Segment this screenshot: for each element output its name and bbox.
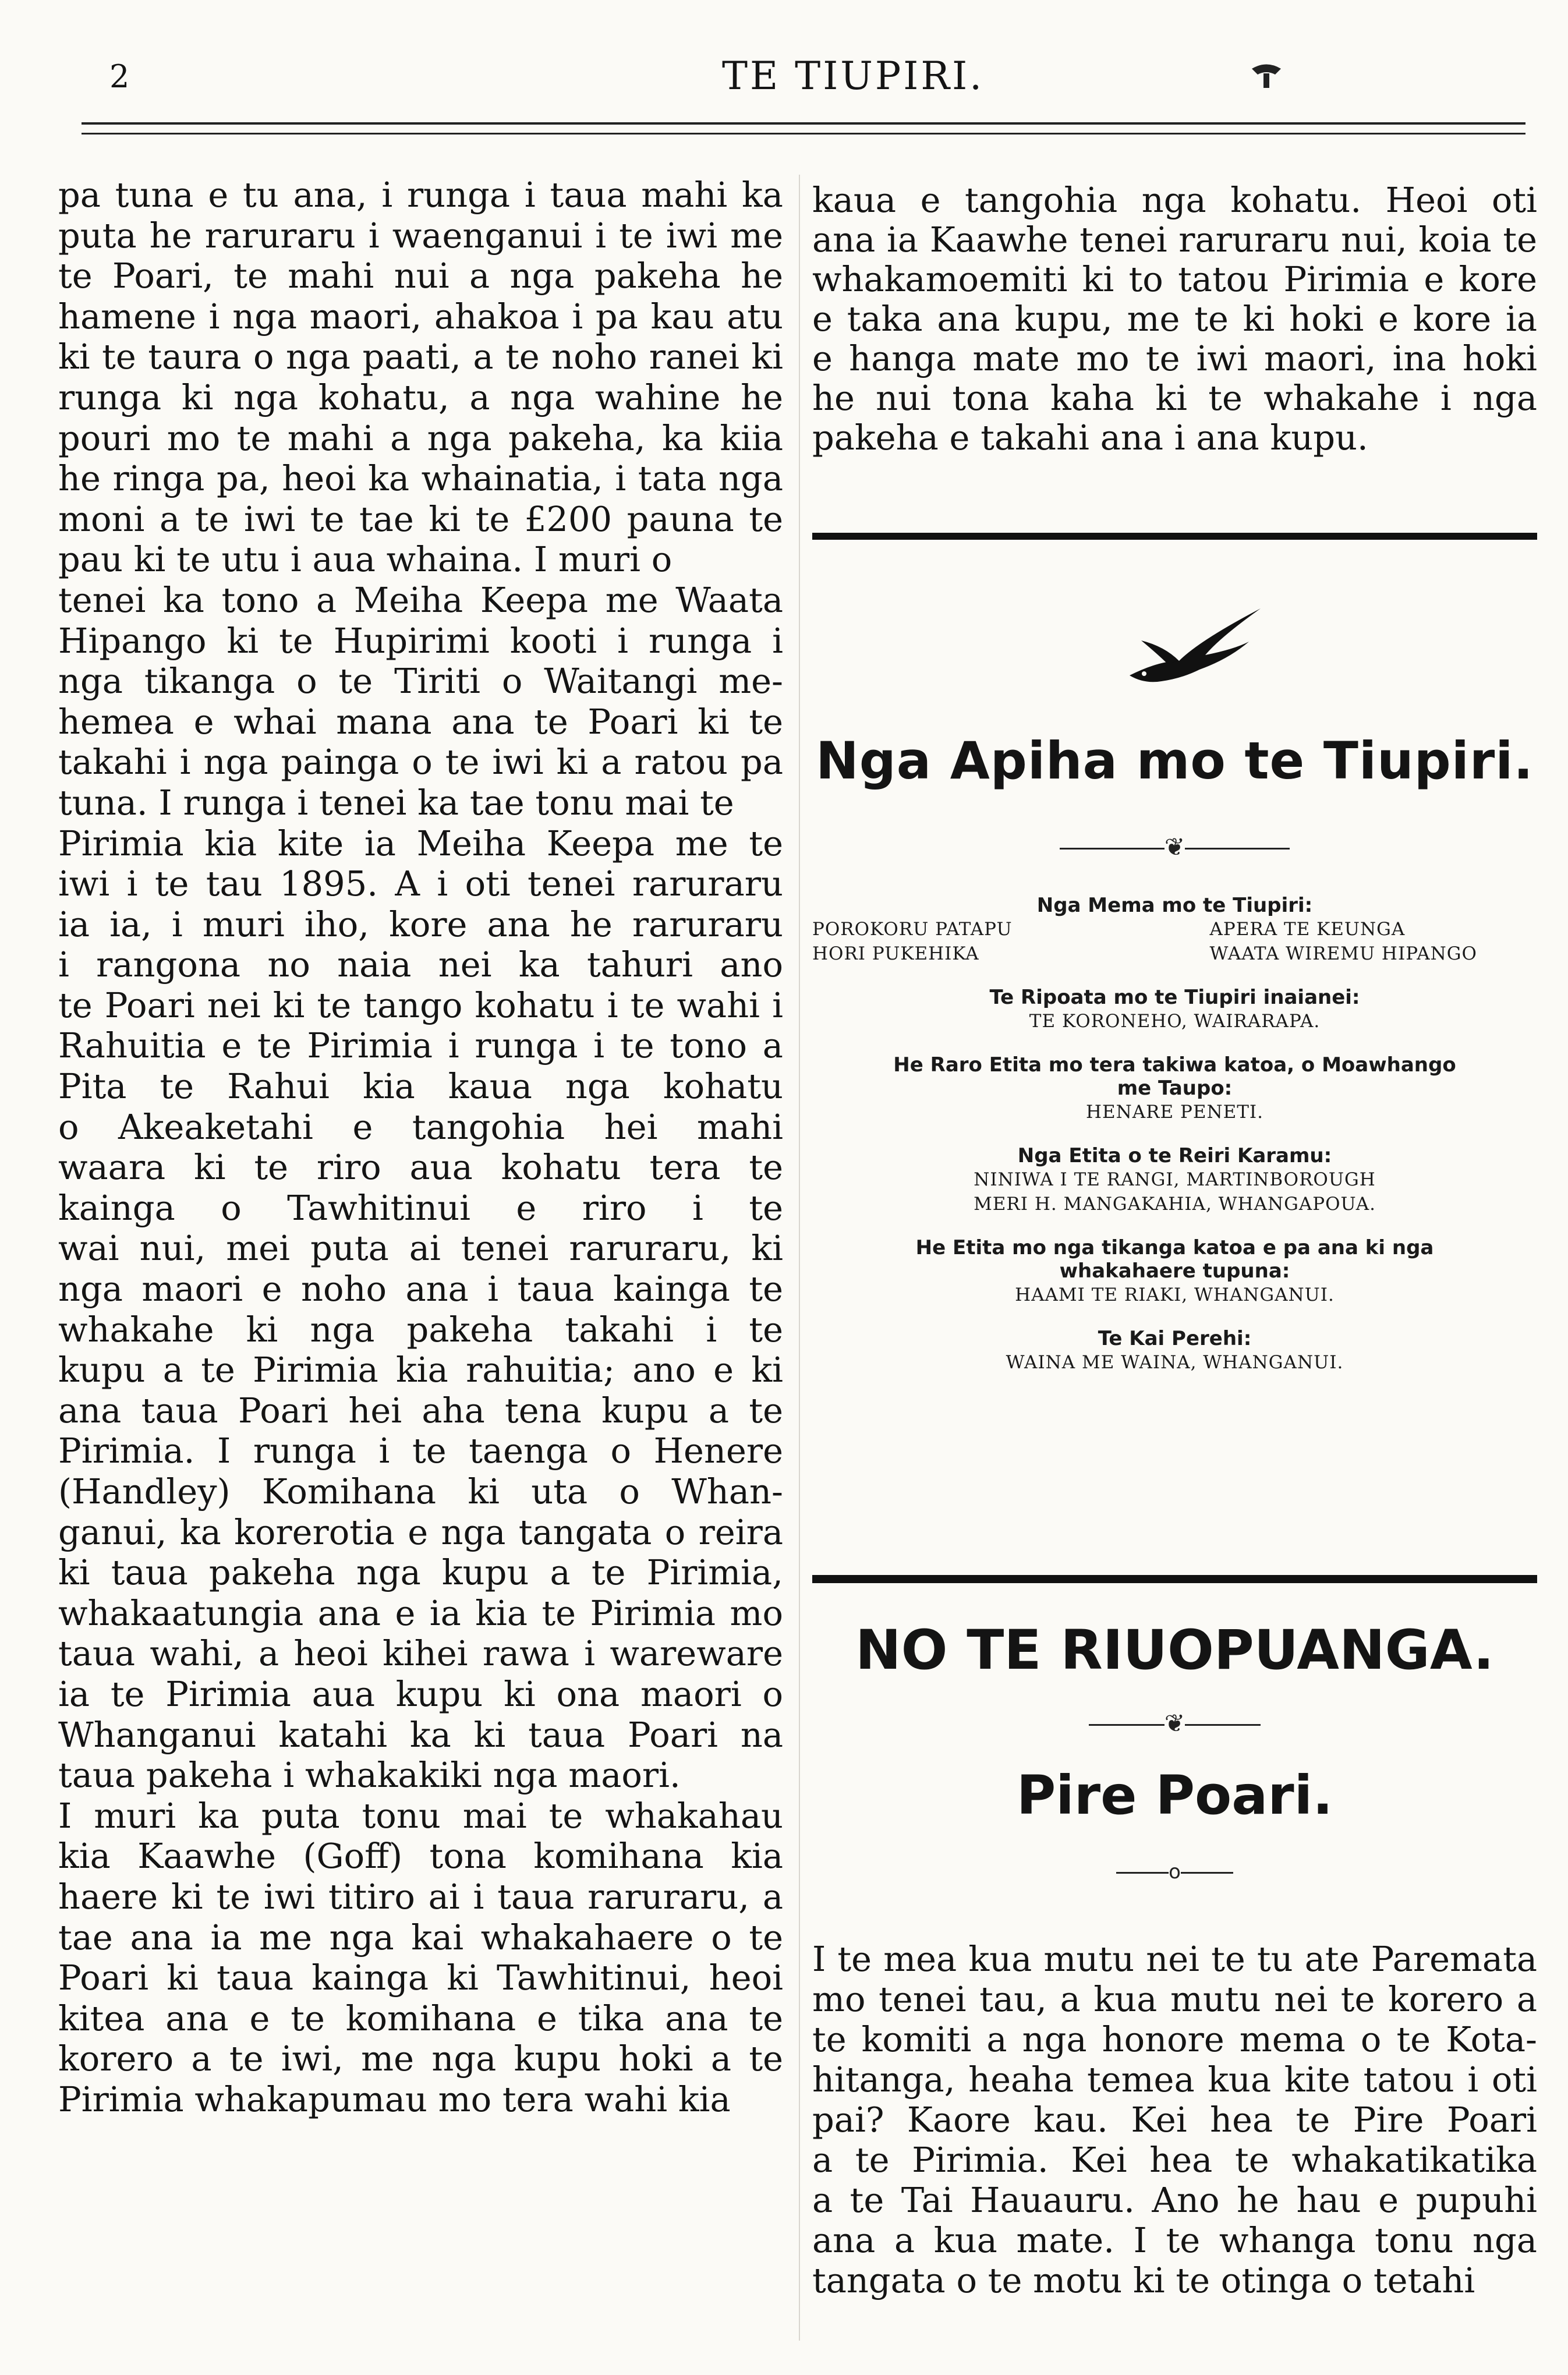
section-headline: NO TE RIUOPUANGA.	[855, 1619, 1495, 1682]
text-line: (Handley) Komihana ki uta o Whan-	[58, 1471, 783, 1512]
headline-ornament: ❦	[812, 1709, 1537, 1737]
text-line: e taka ana kupu, me te ki hoki e kore ia	[812, 299, 1537, 339]
column-divider	[799, 175, 800, 2341]
text-line: Poari ki taua kainga ki Tawhitinui, heoi	[58, 1958, 783, 1998]
member-name: APERA TE KEUNGA	[1209, 919, 1406, 940]
text-line: kaua e tangohia nga kohatu. Heoi oti	[812, 180, 1537, 220]
text-line: korero a te iwi, me nga kupu hoki a te	[58, 2038, 783, 2079]
perehi-name: WAINA ME WAINA, WHANGANUI.	[1006, 1352, 1344, 1373]
text-line: pa tuna e tu ana, i runga i taua mahi ka	[58, 175, 783, 215]
text-line: ana ia Kaawhe tenei raruraru nui, koia te	[812, 220, 1537, 260]
text-line: he nui tona kaha ki te whakahe i nga	[812, 378, 1537, 418]
text-line: ia ia, i muri iho, kore ana he raruraru	[58, 904, 783, 944]
raro-name: HENARE PENETI.	[1085, 1102, 1264, 1123]
text-line: pakeha e takahi ana i ana kupu.	[812, 418, 1368, 458]
text-line: ki te taura o nga paati, a te noho ranei ki	[58, 337, 783, 377]
text-line: tuna. I runga i tenei ka tae tonu mai te	[58, 782, 734, 823]
left-column	[58, 175, 783, 2120]
staff-heading-raro-cont: me Taupo:	[1117, 1077, 1233, 1100]
text-line: kainga o Tawhitinui e riro i te	[58, 1187, 783, 1228]
text-line: taua wahi, a heoi kihei rawa i wareware	[58, 1633, 783, 1674]
text-line: hemea e whai mana ana te Poari ki te	[58, 701, 783, 742]
text-line: runga ki nga kohatu, a nga wahine he	[58, 377, 783, 417]
text-line: Hipango ki te Hupirimi kooti i runga i	[58, 620, 783, 661]
text-line: I muri ka puta tonu mai te whakahau	[58, 1795, 783, 1836]
member-name: POROKORU PATAPU	[812, 919, 1013, 940]
ornament-icon	[1246, 57, 1287, 92]
text-line: iwi i te tau 1895. A i oti tenei raruraru	[58, 863, 783, 904]
reiri-name: MERI H. MANGAKAHIA, WHANGAPOUA.	[974, 1194, 1376, 1215]
right-column-top	[812, 180, 1537, 458]
member-name: WAATA WIREMU HIPANGO	[1209, 943, 1477, 964]
swallow-icon	[1118, 606, 1269, 693]
masthead-ornament: ❦	[812, 833, 1537, 861]
text-line: ia te Pirimia aua kupu ki ona maori o	[58, 1673, 783, 1714]
tikanga-name: HAAMI TE RIAKI, WHANGANUI.	[1015, 1284, 1335, 1305]
text-line: Pita te Rahui kia kaua nga kohatu	[58, 1066, 783, 1107]
text-line: a te Tai Hauauru. Ano he hau e pupuhi	[812, 2180, 1537, 2220]
text-line: whakamoemiti ki to tatou Pirimia e kore	[812, 260, 1537, 299]
text-line: tangata o te motu ki te otinga o tetahi	[812, 2260, 1475, 2300]
ornament-mark: o	[1169, 1860, 1181, 1884]
text-line: waara ki te riro aua kohatu tera te	[58, 1147, 783, 1188]
text-line: takahi i nga painga o te iwi ki a ratou pa	[58, 742, 783, 783]
reiri-name: NINIWA I TE RANGI, MARTINBOROUGH	[974, 1169, 1376, 1190]
text-line: ana taua Poari hei aha tena kupu a te	[58, 1390, 783, 1431]
staff-heading-tikanga: He Etita mo nga tikanga katoa e pa ana ki nga	[915, 1236, 1434, 1259]
text-line: haere ki te iwi titiro ai i taua raruraru, a	[58, 1876, 783, 1917]
text-line: te Poari nei ki te tango kohatu i te wahi i	[58, 985, 783, 1025]
staff-heading-members: Nga Mema mo te Tiupiri:	[1036, 894, 1313, 917]
text-line: I te mea kua mutu nei te tu ate Paremata	[812, 1939, 1537, 1979]
page-number: 2	[109, 58, 130, 95]
text-line: o Akeaketahi e tangohia hei mahi	[58, 1106, 783, 1147]
text-line: nga tikanga o te Tiriti o Waitangi me-	[58, 661, 783, 702]
text-line: wai nui, mei puta ai tenei raruraru, ki	[58, 1228, 783, 1269]
staff-heading-perehi: Te Kai Perehi:	[1098, 1327, 1252, 1350]
text-line: Pirimia kia kite ia Meiha Keepa me te	[58, 823, 783, 863]
text-line: ki taua pakeha nga kupu a te Pirimia,	[58, 1552, 783, 1593]
text-line: kia Kaawhe (Goff) tona komihana kia	[58, 1836, 783, 1877]
text-line: moni a te iwi te tae ki te £200 pauna te	[58, 498, 783, 539]
text-line: Pirimia whakapumau mo tera wahi kia	[58, 2079, 731, 2119]
staff-masthead: Nga Apiha mo te Tiupiri.	[816, 731, 1534, 791]
text-line: i rangona no naia nei ka tahuri ano	[58, 944, 783, 985]
text-line: ana a kua mate. I te whanga tonu nga	[812, 2220, 1537, 2260]
section-rule	[812, 533, 1537, 540]
article-body	[812, 1939, 1537, 2300]
text-line: Rahuitia e te Pirimia i runga i te tono a	[58, 1025, 783, 1066]
text-line: ganui, ka korerotia e nga tangata o reira	[58, 1512, 783, 1552]
staff-list	[812, 894, 1537, 1375]
text-line: mo tenei tau, a kua mutu nei te korero a	[812, 1979, 1537, 2019]
staff-heading-reiri: Nga Etita o te Reiri Karamu:	[1017, 1144, 1332, 1167]
text-line: tae ana ia me nga kai whakahaere o te	[58, 1917, 783, 1958]
member-name: HORI PUKEHIKA	[812, 943, 979, 964]
page-header	[82, 41, 1525, 105]
text-line: whakaatungia ana e ia kia te Pirimia mo	[58, 1592, 783, 1633]
text-line: whakahe ki nga pakeha takahi i te	[58, 1309, 783, 1350]
text-line: kupu a te Pirimia kia rahuitia; ano e ki	[58, 1350, 783, 1390]
text-line: Pirimia. I runga i te taenga o Henere	[58, 1431, 783, 1471]
text-line: kitea ana e te komihana e tika ana te	[58, 1998, 783, 2038]
text-line: pai? Kaore kau. Kei hea te Pire Poari	[812, 2100, 1537, 2140]
text-line: e hanga mate mo te iwi maori, ina hoki	[812, 339, 1537, 378]
text-line: pouri mo te mahi a nga pakeha, ka kiia	[58, 417, 783, 458]
text-line: he ringa pa, heoi ka whainatia, i tata nga	[58, 458, 783, 499]
section-rule	[812, 1575, 1537, 1583]
staff-heading-raro: He Raro Etita mo tera takiwa katoa, o Moawhango	[893, 1053, 1456, 1077]
text-line: te komiti a nga honore mema o te Kota-	[812, 2019, 1537, 2059]
reporter-name: TE KORONEHO, WAIRARAPA.	[1029, 1011, 1321, 1032]
staff-heading-tikanga-cont: whakahaere tupuna:	[1059, 1259, 1290, 1283]
text-line: te Poari, te mahi nui a nga pakeha he	[58, 256, 783, 296]
text-line: Whanganui katahi ka ki taua Poari na	[58, 1714, 783, 1755]
members-row	[812, 941, 1537, 966]
text-line: puta he raruraru i waenganui i te iwi me	[58, 215, 783, 256]
text-line: taua pakeha i whakakiki nga maori.	[58, 1755, 681, 1796]
text-line: nga maori e noho ana i taua kainga te	[58, 1269, 783, 1309]
title-ornament	[812, 1860, 1537, 1884]
text-line: pau ki te utu i aua whaina. I muri o	[58, 539, 672, 580]
running-title: TE TIUPIRI.	[722, 54, 985, 98]
text-line: tenei ka tono a Meiha Keepa me Waata	[58, 579, 783, 620]
text-line: hitanga, heaha temea kua kite tatou i oti	[812, 2059, 1537, 2100]
staff-heading-reporter: Te Ripoata mo te Tiupiri inaianei:	[989, 986, 1360, 1009]
text-line: hamene i nga maori, ahakoa i pa kau atu	[58, 296, 783, 337]
header-rule	[82, 122, 1525, 134]
article-title: Pire Poari.	[1016, 1764, 1333, 1827]
text-line: a te Pirimia. Kei hea te whakatikatika	[812, 2140, 1537, 2180]
members-row	[812, 917, 1537, 941]
